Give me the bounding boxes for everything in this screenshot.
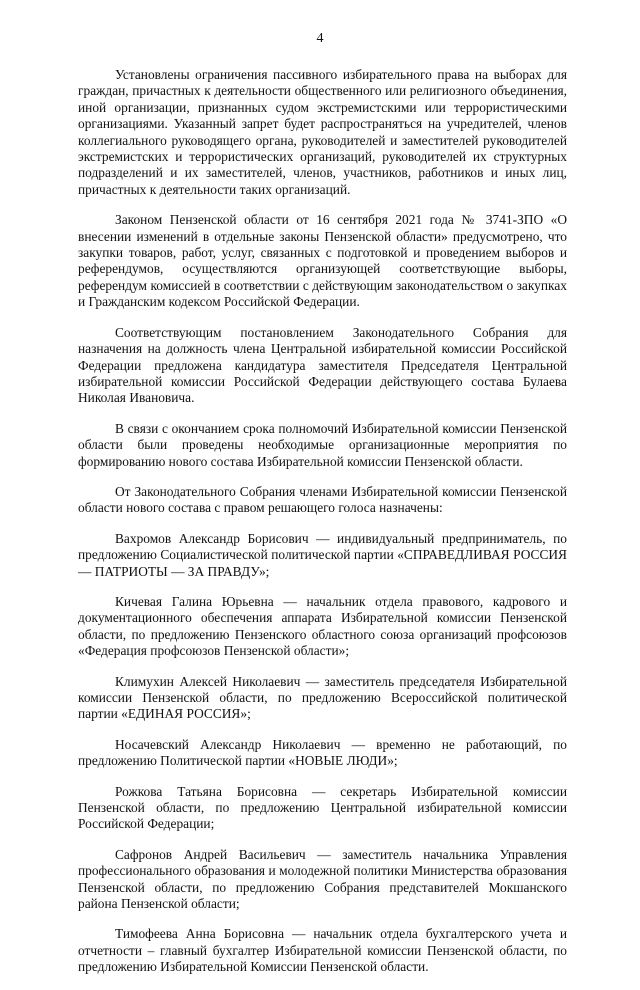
paragraph-member-klimukhin: Климухин Алексей Николаевич — заместитель председателя Избирательной комиссии Пензенской области, по предложению Всероссийской политической партии «ЕДИНАЯ РОССИЯ»; — [78, 673, 567, 722]
paragraph-cec-candidate: Соответствующим постановлением Законодательного Собрания для назначения на должность члена Центральной избирательной комиссии Российской Федерации предложена кандидатура заместителя Председателя Центральной избирательной комиссии Российской Федерации действующего состава Булаева Николая Ивановича. — [78, 324, 567, 406]
paragraph-member-kichevaya: Кичевая Галина Юрьевна — начальник отдела правового, кадрового и документационного обеспечения аппарата Избирательной комиссии Пензенской области, по предложению Пензенского областного союза организаций профсоюзов «Федерация профсоюзов Пензенской области»; — [78, 593, 567, 659]
paragraph-member-safronov: Сафронов Андрей Васильевич — заместитель начальника Управления профессионального образования и молодежной политики Министерства образования Пензенской области, по предложению Собрания представителей Мокшанского района Пензенской области; — [78, 846, 567, 912]
paragraph-member-rozhkova: Рожкова Татьяна Борисовна — секретарь Избирательной комиссии Пензенской области, по предложению Центральной избирательной комиссии Российской Федерации; — [78, 783, 567, 832]
paragraph-procurement-law: Законом Пензенской области от 16 сентября 2021 года № 3741-ЗПО «О внесении изменений в отдельные законы Пензенской области» предусмотрено, что закупки товаров, работ, услуг, связанных с подготовкой и проведением выборов и референдумов, осуществляются организующей соответствующие выборы, референдум комиссией в соответствии с действующим законодательством о закупках и Гражданским кодексом Российской Федерации. — [78, 212, 567, 310]
paragraph-commission-term: В связи с окончанием срока полномочий Избирательной комиссии Пензенской области были проведены необходимые организационные мероприятия по формированию нового состава Избирательной комиссии Пензенской области. — [78, 420, 567, 469]
document-body — [78, 67, 567, 990]
paragraph-member-vakhromov: Вахромов Александр Борисович — индивидуальный предприниматель, по предложению Социалистической политической партии «СПРАВЕДЛИВАЯ РОССИЯ — ПАТРИОТЫ — ЗА ПРАВДУ»; — [78, 530, 567, 579]
page-number: 4 — [316, 31, 324, 46]
paragraph-member-timofeeva: Тимофеева Анна Борисовна — начальник отдела бухгалтерского учета и отчетности – главный бухгалтер Избирательной комиссии Пензенской области, по предложению Избирательной Комиссии Пензенской области. — [78, 926, 567, 975]
paragraph-members-intro: От Законодательного Собрания членами Избирательной комиссии Пензенской области нового состава с правом решающего голоса назначены: — [78, 483, 567, 516]
paragraph-member-nosachevsky: Носачевский Александр Николаевич — временно не работающий, по предложению Политической партии «НОВЫЕ ЛЮДИ»; — [78, 736, 567, 769]
paragraph-eligibility-restrictions: Установлены ограничения пассивного избирательного права на выборах для граждан, причастных к деятельности общественного или религиозного объединения, иной организации, признанных судом экстремистскими или террористическими организациями. Указанный запрет будет распространяться на учредителей, членов коллегиального руководящего органа, руководителей и заместителей руководителей экстремистских и террористических организаций, руководителей их структурных подразделений и их заместителей, членов, участников, работников и иных лиц, причастных к деятельности таких организаций. — [78, 67, 567, 197]
